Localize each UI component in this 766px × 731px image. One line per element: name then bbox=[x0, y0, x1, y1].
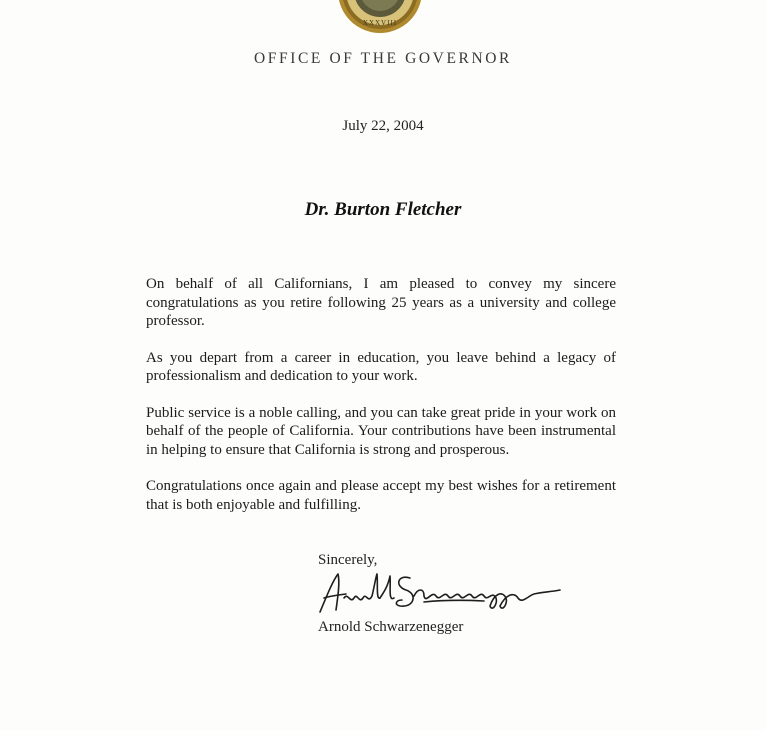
letter-body bbox=[146, 275, 616, 532]
state-seal-icon bbox=[337, 0, 423, 34]
paragraph: Public service is a noble calling, and you can take great pride in your work on behalf of the people of California. Your contributions have been instrumental in helping to ensure that California is strong and prosperous. bbox=[146, 404, 616, 458]
closing: Sincerely, bbox=[318, 552, 378, 568]
signer-name: Arnold Schwarzenegger bbox=[318, 619, 464, 635]
signature-image bbox=[314, 568, 564, 620]
letterhead-office: OFFICE OF THE GOVERNOR bbox=[253, 50, 512, 67]
paragraph: On behalf of all Californians, I am pleased to convey my sincere congratulations as you retire following 25 years as a university and college professor. bbox=[146, 276, 616, 329]
seal-text: XXXVIII bbox=[362, 19, 398, 27]
paragraph: Congratulations once again and please accept my best wishes for a retirement that is both enjoyable and fulfilling. bbox=[146, 478, 616, 513]
paragraph: As you depart from a career in education, you leave behind a legacy of professionalism and dedication to your work. bbox=[146, 349, 616, 384]
letter-date: July 22, 2004 bbox=[342, 118, 424, 134]
recipient-name: Dr. Burton Fletcher bbox=[304, 199, 462, 220]
